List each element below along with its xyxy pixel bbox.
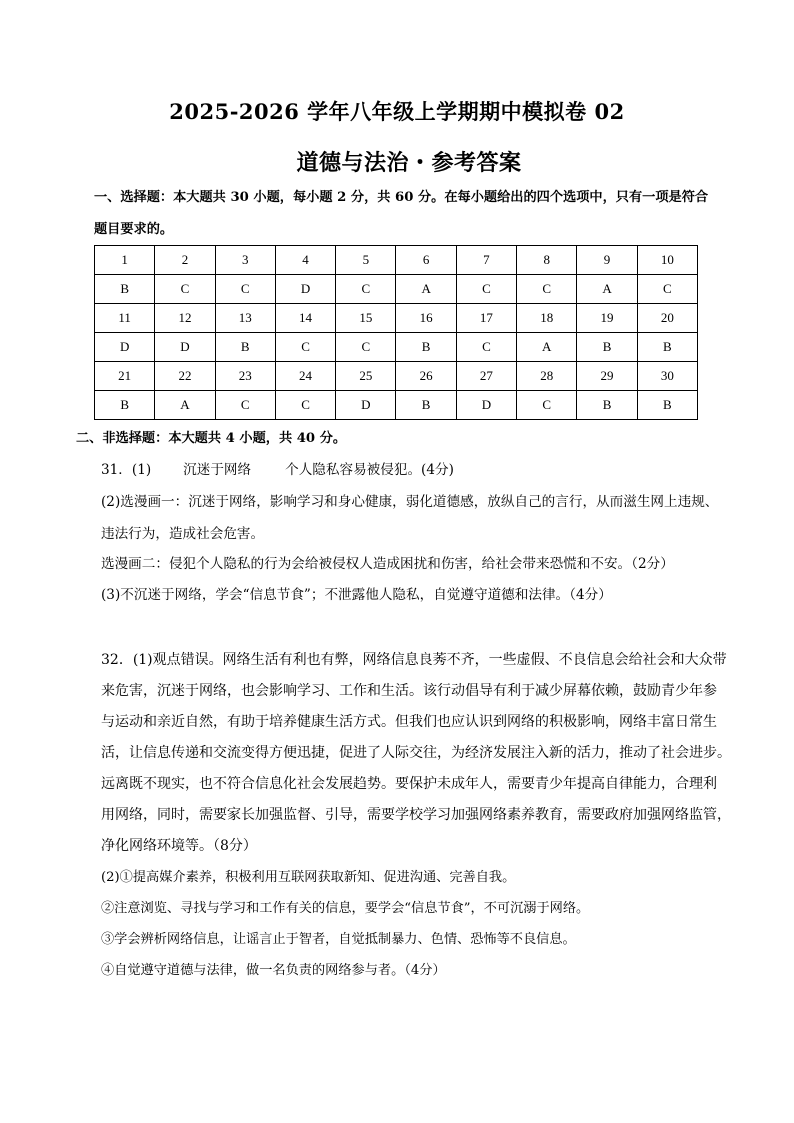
page-subtitle: 道德与法治・参考答案 [296, 150, 522, 176]
q32-line6: 用网络，同时，需要家长加强监督、引导，需要学校学习加强网络素养教育，需要政府加强网络监管， [101, 807, 731, 823]
question-number-cell: 16 [396, 304, 456, 333]
answer-cell: C [275, 391, 335, 420]
question-number-cell: 4 [275, 246, 335, 275]
question-number-cell: 2 [155, 246, 215, 275]
section1-desc-line1: 本大题共 30 小题，每小题 2 分，共 60 分。在每小题给出的四个选项中，只有一项是符合 [173, 190, 709, 205]
answer-cell: A [577, 275, 637, 304]
section1-label: 一、选择题： [94, 190, 174, 205]
answer-cell: C [215, 391, 275, 420]
question-number-cell: 23 [215, 362, 275, 391]
q31-answer-a: 沉迷于网络 [183, 462, 252, 478]
question-number-cell: 29 [577, 362, 637, 391]
table-row-question-numbers [95, 246, 698, 275]
answer-cell: C [517, 275, 577, 304]
answer-cell: C [517, 391, 577, 420]
q31-line1 [101, 462, 454, 478]
q32-part2-line1: (2)①提高媒介素养，积极利用互联网获取新知、促进沟通、完善自我。 [101, 870, 516, 885]
q32-part2-line3: ③学会辨析网络信息，让谣言止于智者，自觉抵制暴力、色情、恐怖等不良信息。 [101, 932, 576, 947]
answer-cell: B [396, 333, 456, 362]
question-number-cell: 10 [637, 246, 697, 275]
question-number-cell: 28 [517, 362, 577, 391]
table-row-answers [95, 275, 698, 304]
answer-cell: D [456, 391, 516, 420]
question-number-cell: 9 [577, 246, 637, 275]
answer-cell: C [336, 275, 396, 304]
answer-table [94, 245, 698, 420]
question-number-cell: 25 [336, 362, 396, 391]
q32-line5: 远离既不现实，也不符合信息化社会发展趋势。要保护未成年人，需要青少年提高自律能力，合理利 [101, 776, 717, 792]
answer-cell: C [456, 275, 516, 304]
q32-line4: 活，让信息传递和交流变得方便迅捷，促进了人际交往，为经济发展注入新的活力，推动了社会进步。 [101, 745, 731, 761]
answer-cell: C [336, 333, 396, 362]
question-number-cell: 27 [456, 362, 516, 391]
question-number-cell: 3 [215, 246, 275, 275]
answer-cell: B [95, 391, 155, 420]
q31-number: 31．(1) [101, 462, 152, 478]
answer-cell: C [456, 333, 516, 362]
answer-cell: C [155, 275, 215, 304]
question-number-cell: 18 [517, 304, 577, 333]
section2-desc: 本大题共 4 小题，共 40 分。 [168, 431, 347, 446]
question-number-cell: 21 [95, 362, 155, 391]
q32-line7: 净化网络环境等。（8分） [101, 838, 257, 854]
answer-cell: B [95, 275, 155, 304]
question-number-cell: 1 [95, 246, 155, 275]
question-number-cell: 19 [577, 304, 637, 333]
section1-heading-cont [94, 222, 173, 238]
question-number-cell: 5 [336, 246, 396, 275]
section2-heading [76, 431, 346, 447]
question-number-cell: 14 [275, 304, 335, 333]
table-row-question-numbers [95, 362, 698, 391]
q32-line2: 来危害，沉迷于网络，也会影响学习、工作和生活。该行动倡导有利于减少屏幕依赖，鼓励青少年参 [101, 683, 717, 699]
section2-label: 二、非选择题： [76, 431, 169, 446]
table-row-question-numbers [95, 304, 698, 333]
table-row-answers [95, 391, 698, 420]
answer-cell: B [396, 391, 456, 420]
question-number-cell: 6 [396, 246, 456, 275]
q31-line2: (2)选漫画一：沉迷于网络，影响学习和身心健康，弱化道德感，放纵自己的言行，从而滋生网上违规、 [101, 494, 719, 510]
question-number-cell: 15 [336, 304, 396, 333]
q31-line5: (3)不沉迷于网络，学会“信息节食”；不泄露他人隐私，自觉遵守道德和法律。（4分） [101, 587, 612, 603]
q32-part2-line4: ④自觉遵守道德与法律，做一名负责的网络参与者。（4分） [101, 963, 446, 978]
q32-line3: 与运动和亲近自然，有助于培养健康生活方式。但我们也应认识到网络的积极影响，网络丰富日常生 [101, 714, 717, 730]
question-number-cell: 7 [456, 246, 516, 275]
answer-cell: A [517, 333, 577, 362]
question-number-cell: 22 [155, 362, 215, 391]
q32-line1: 32．(1)观点错误。网络生活有利也有弊，网络信息良莠不齐，一些虚假、不良信息会给社会和大众带 [101, 652, 727, 668]
q31-answer-b: 个人隐私容易被侵犯。(4分) [285, 462, 454, 478]
q31-line4: 选漫画二：侵犯个人隐私的行为会给被侵权人造成困扰和伤害，给社会带来恐慌和不安。（2分） [101, 556, 674, 572]
answer-cell: D [336, 391, 396, 420]
answer-cell: B [215, 333, 275, 362]
question-number-cell: 17 [456, 304, 516, 333]
question-number-cell: 24 [275, 362, 335, 391]
answer-cell: B [637, 391, 697, 420]
question-number-cell: 20 [637, 304, 697, 333]
question-number-cell: 30 [637, 362, 697, 391]
answer-cell: C [215, 275, 275, 304]
answer-cell: B [577, 391, 637, 420]
answer-cell: C [637, 275, 697, 304]
question-number-cell: 26 [396, 362, 456, 391]
answer-cell: D [155, 333, 215, 362]
question-number-cell: 11 [95, 304, 155, 333]
answer-cell: B [577, 333, 637, 362]
answer-cell: A [155, 391, 215, 420]
answer-cell: C [275, 333, 335, 362]
answer-cell: D [275, 275, 335, 304]
answer-cell: B [637, 333, 697, 362]
q31-line3: 违法行为，造成社会危害。 [101, 526, 265, 542]
section1-desc-line2: 题目要求的。 [94, 222, 174, 237]
page-title: 2025-2026 学年八年级上学期期中模拟卷 02 [169, 99, 625, 124]
q32-part2-line2: ②注意浏览、寻找与学习和工作有关的信息，要学会“信息节食”，不可沉溺于网络。 [101, 901, 590, 916]
answer-cell: A [396, 275, 456, 304]
question-number-cell: 13 [215, 304, 275, 333]
question-number-cell: 8 [517, 246, 577, 275]
table-row-answers [95, 333, 698, 362]
section1-heading [94, 190, 708, 206]
answer-cell: D [95, 333, 155, 362]
question-number-cell: 12 [155, 304, 215, 333]
